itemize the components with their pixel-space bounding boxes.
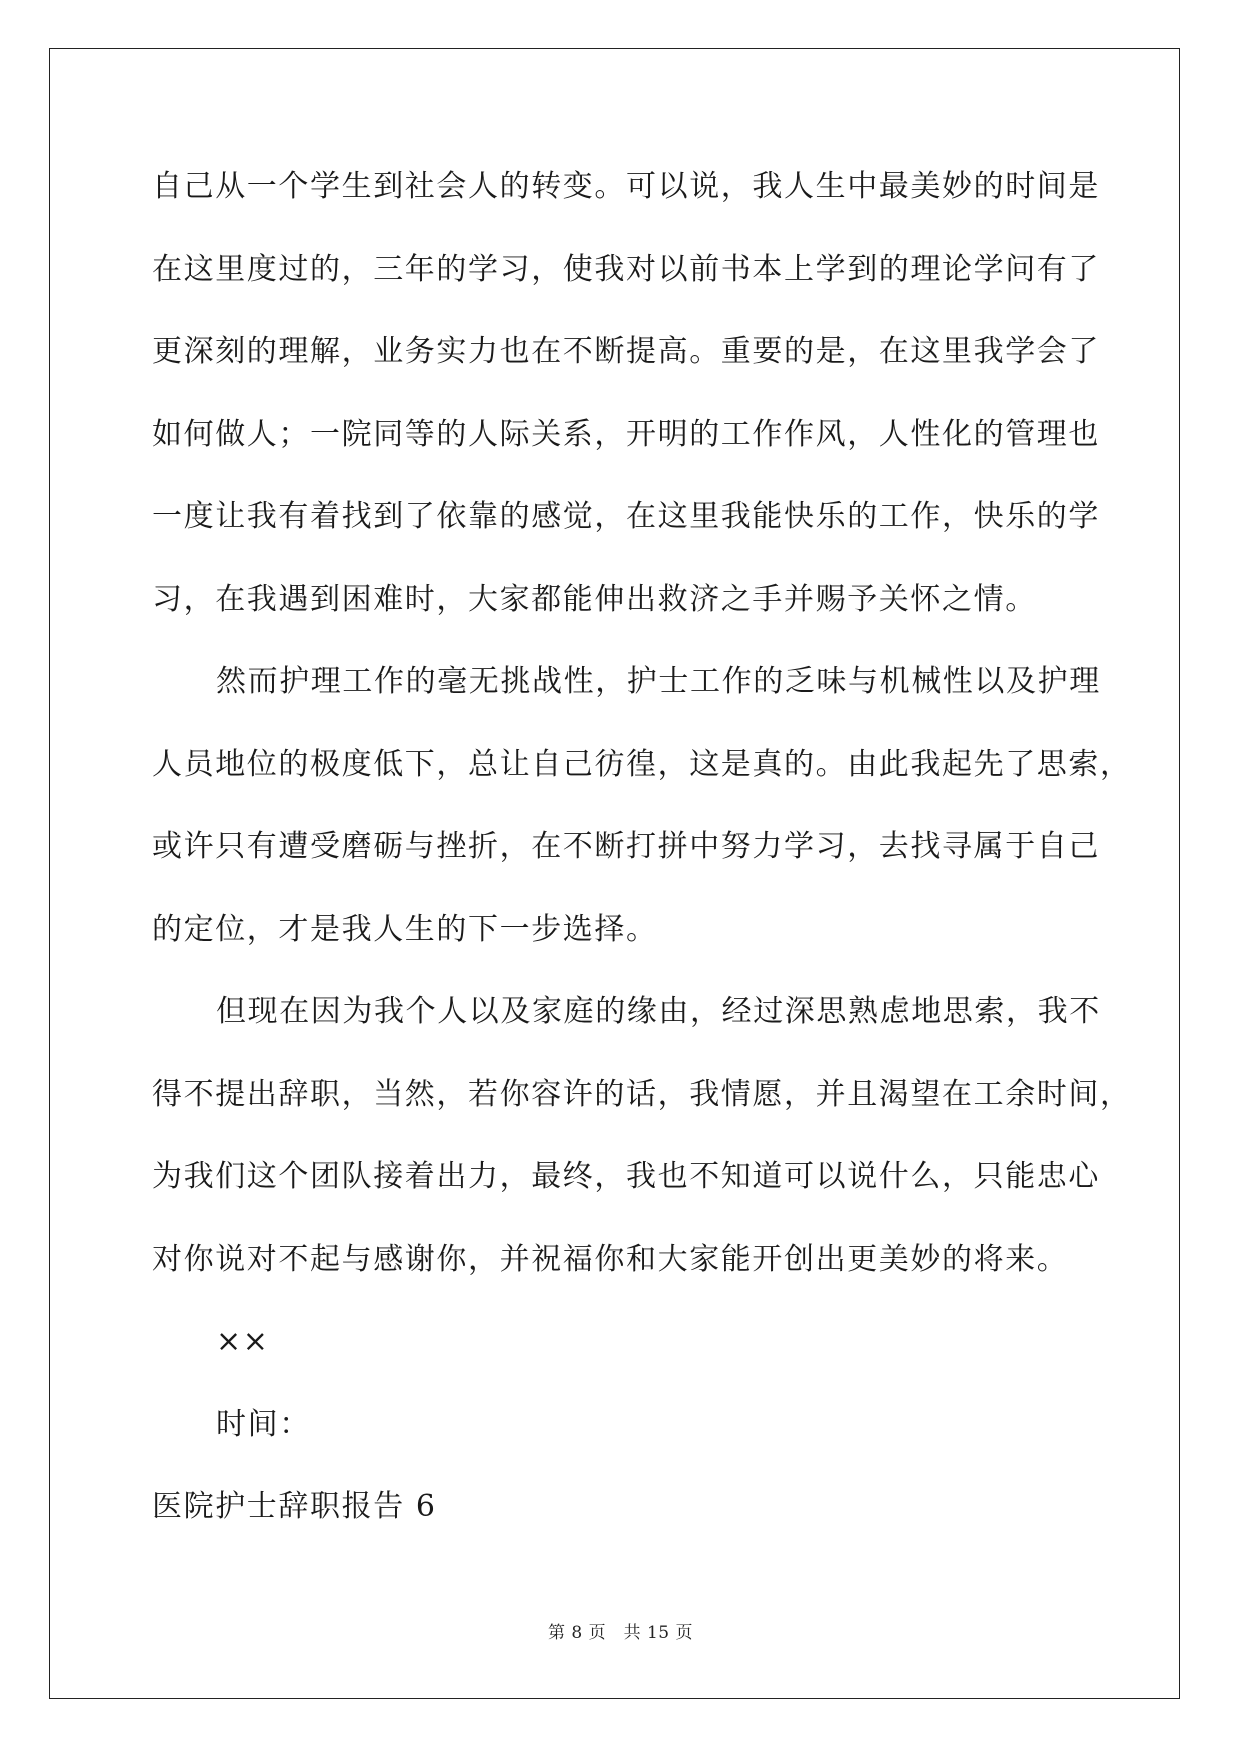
body-line: 得不提出辞职，当然，若你容许的话，我情愿，并且渴望在工余时间， [152,1076,1132,1112]
body-line: 如何做人；一院同等的人际关系，开明的工作作风，人性化的管理也 [152,416,1100,452]
body-line: 为我们这个团队接着出力，最终，我也不知道可以说什么，只能忠心 [152,1159,1100,1194]
page-footer [0,1618,1241,1643]
body-line: 在这里度过的，三年的学习，使我对以前书本上学到的理论学问有了 [152,251,1100,287]
body-line: 的定位，才是我人生的下一步选择。 [152,911,658,947]
body-line: 自己从一个学生到社会人的转变。可以说，我人生中最美妙的时间是 [152,169,1100,204]
page-number: 第 8 页 共 15 页 [547,1623,694,1643]
body-line: 或许只有遭受磨砺与挫折，在不断打拼中努力学习，去找寻属于自己 [152,829,1100,864]
section-heading: 医院护士辞职报告 6 [152,1489,437,1524]
date-label: 时间： [216,1406,311,1442]
body-line: 对你说对不起与感谢你，并祝福你和大家能开创出更美妙的将来。 [152,1241,1069,1277]
paragraph-start-line: 然而护理工作的毫无挑战性，护士工作的乏味与机械性以及护理 [216,664,1101,699]
body-line: 一度让我有着找到了依靠的感觉，在这里我能快乐的工作，快乐的学 [152,499,1100,534]
paragraph-start-line: 但现在因为我个人以及家庭的缘由，经过深思熟虑地思索，我不 [216,994,1101,1029]
body-line: 人员地位的极度低下，总让自己彷徨，这是真的。由此我起先了思索， [152,746,1132,782]
signature: ×× [216,1324,270,1359]
body-line: 更深刻的理解，业务实力也在不断提高。重要的是，在这里我学会了 [152,334,1100,369]
document-body [152,158,1132,1561]
body-line: 习，在我遇到困难时，大家都能伸出救济之手并赐予关怀之情。 [152,581,1037,617]
